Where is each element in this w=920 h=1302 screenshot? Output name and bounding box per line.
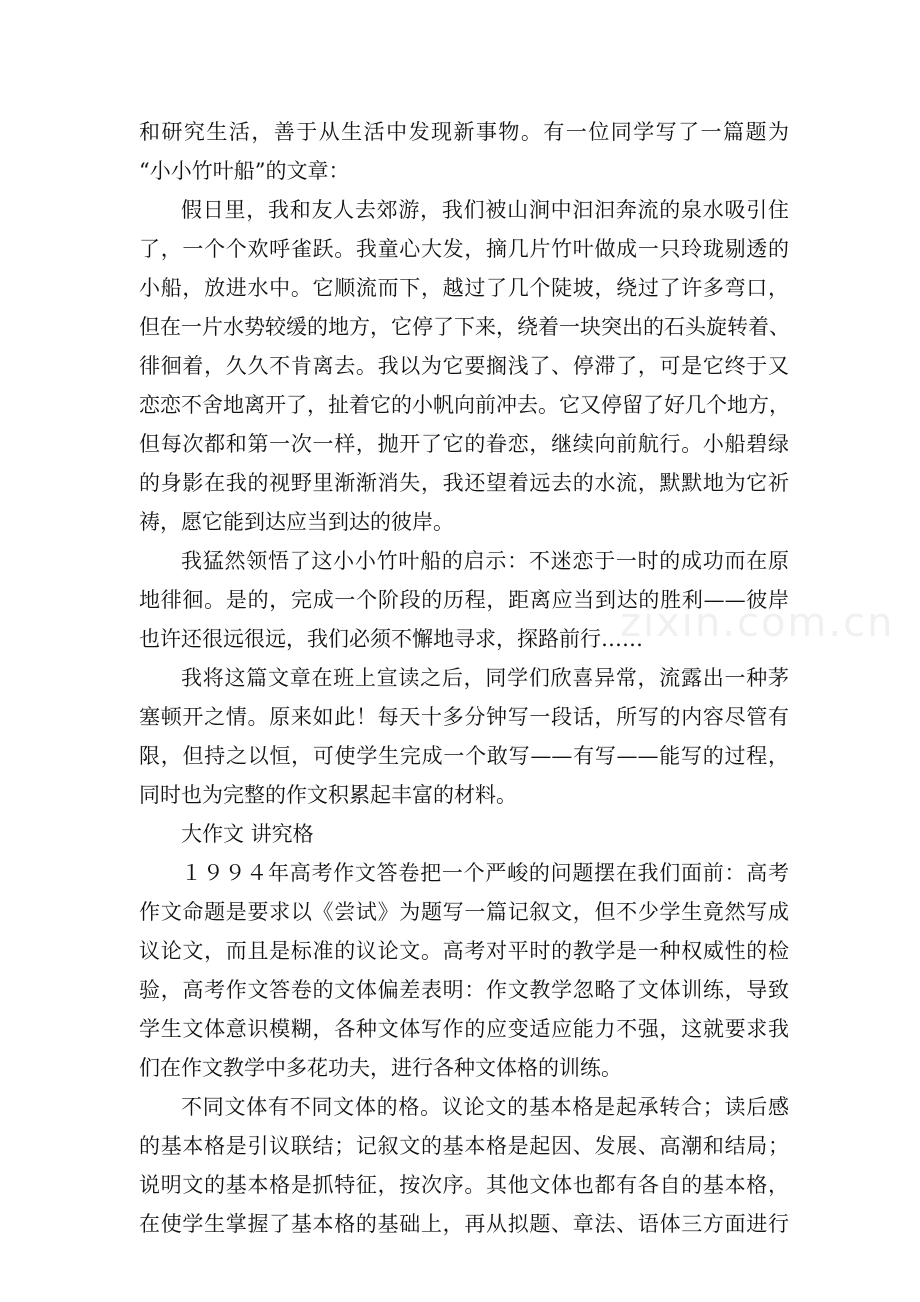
text-line: 也许还很远很远，我们必须不懈地寻求，探路前行……	[139, 627, 643, 651]
text-line: 学生文体意识模糊，各种文体写作的应变适应能力不强，这就要求我	[139, 1017, 789, 1041]
text-line: 地徘徊。是的，完成一个阶段的历程，距离应当到达的胜利——彼岸	[139, 588, 789, 612]
text-line: 祷，愿它能到达应当到达的彼岸。	[139, 510, 454, 534]
text-line: 大作文 讲究格	[181, 822, 314, 846]
text-line: 们在作文教学中多花功夫，进行各种文体格的训练。	[139, 1056, 622, 1080]
text-line: 验，高考作文答卷的文体偏差表明：作文教学忽略了文体训练，导致	[139, 978, 789, 1002]
text-line: 说明文的基本格是抓特征，按次序。其他文体也都有各自的基本格，	[139, 1173, 789, 1197]
text-line: 同时也为完整的作文积累起丰富的材料。	[139, 783, 517, 807]
text-line: 在使学生掌握了基本格的基础上，再从拟题、章法、语体三方面进行	[139, 1212, 789, 1236]
text-line: 塞顿开之情。原来如此！每天十多分钟写一段话，所写的内容尽管有	[139, 705, 789, 729]
text-line: 的基本格是引议联结；记叙文的基本格是起因、发展、高潮和结局；	[139, 1134, 789, 1158]
text-line: 我将这篇文章在班上宣读之后，同学们欣喜异常，流露出一种茅	[181, 666, 789, 690]
text-line: １９９４年高考作文答卷把一个严峻的问题摆在我们面前：高考	[181, 861, 789, 885]
text-line: 和研究生活，善于从生活中发现新事物。有一位同学写了一篇题为	[139, 120, 789, 144]
watermark: zixin.com.cn	[620, 600, 895, 646]
text-line: 的身影在我的视野里渐渐消失，我还望着远去的水流，默默地为它祈	[139, 471, 789, 495]
text-line: 但每次都和第一次一样，抛开了它的眷恋，继续向前航行。小船碧绿	[139, 432, 789, 456]
text-line: 我猛然领悟了这小小竹叶船的启示：不迷恋于一时的成功而在原	[181, 549, 789, 573]
text-line: “小小竹叶船”的文章：	[139, 159, 350, 183]
text-line: 恋恋不舍地离开了，扯着它的小帆向前冲去。它又停留了好几个地方，	[139, 393, 790, 417]
document-body	[139, 113, 789, 1244]
text-line: 议论文，而且是标准的议论文。高考对平时的教学是一种权威性的检	[139, 939, 789, 963]
text-line: 假日里，我和友人去郊游，我们被山涧中汩汩奔流的泉水吸引住	[181, 198, 789, 222]
text-line: 限，但持之以恒，可使学生完成一个敢写——有写——能写的过程，	[139, 744, 789, 768]
text-line: 但在一片水势较缓的地方，它停了下来，绕着一块突出的石头旋转着、	[139, 315, 790, 339]
text-line: 作文命题是要求以《尝试》为题写一篇记叙文，但不少学生竟然写成	[139, 900, 789, 924]
text-line: 不同文体有不同文体的格。议论文的基本格是起承转合；读后感	[181, 1095, 789, 1119]
text-line: 了，一个个欢呼雀跃。我童心大发，摘几片竹叶做成一只玲珑剔透的	[139, 237, 789, 261]
text-line: 徘徊着，久久不肯离去。我以为它要搁浅了、停滞了，可是它终于又	[139, 354, 789, 378]
text-line: 小船，放进水中。它顺流而下，越过了几个陡坡，绕过了许多弯口，	[139, 276, 789, 300]
